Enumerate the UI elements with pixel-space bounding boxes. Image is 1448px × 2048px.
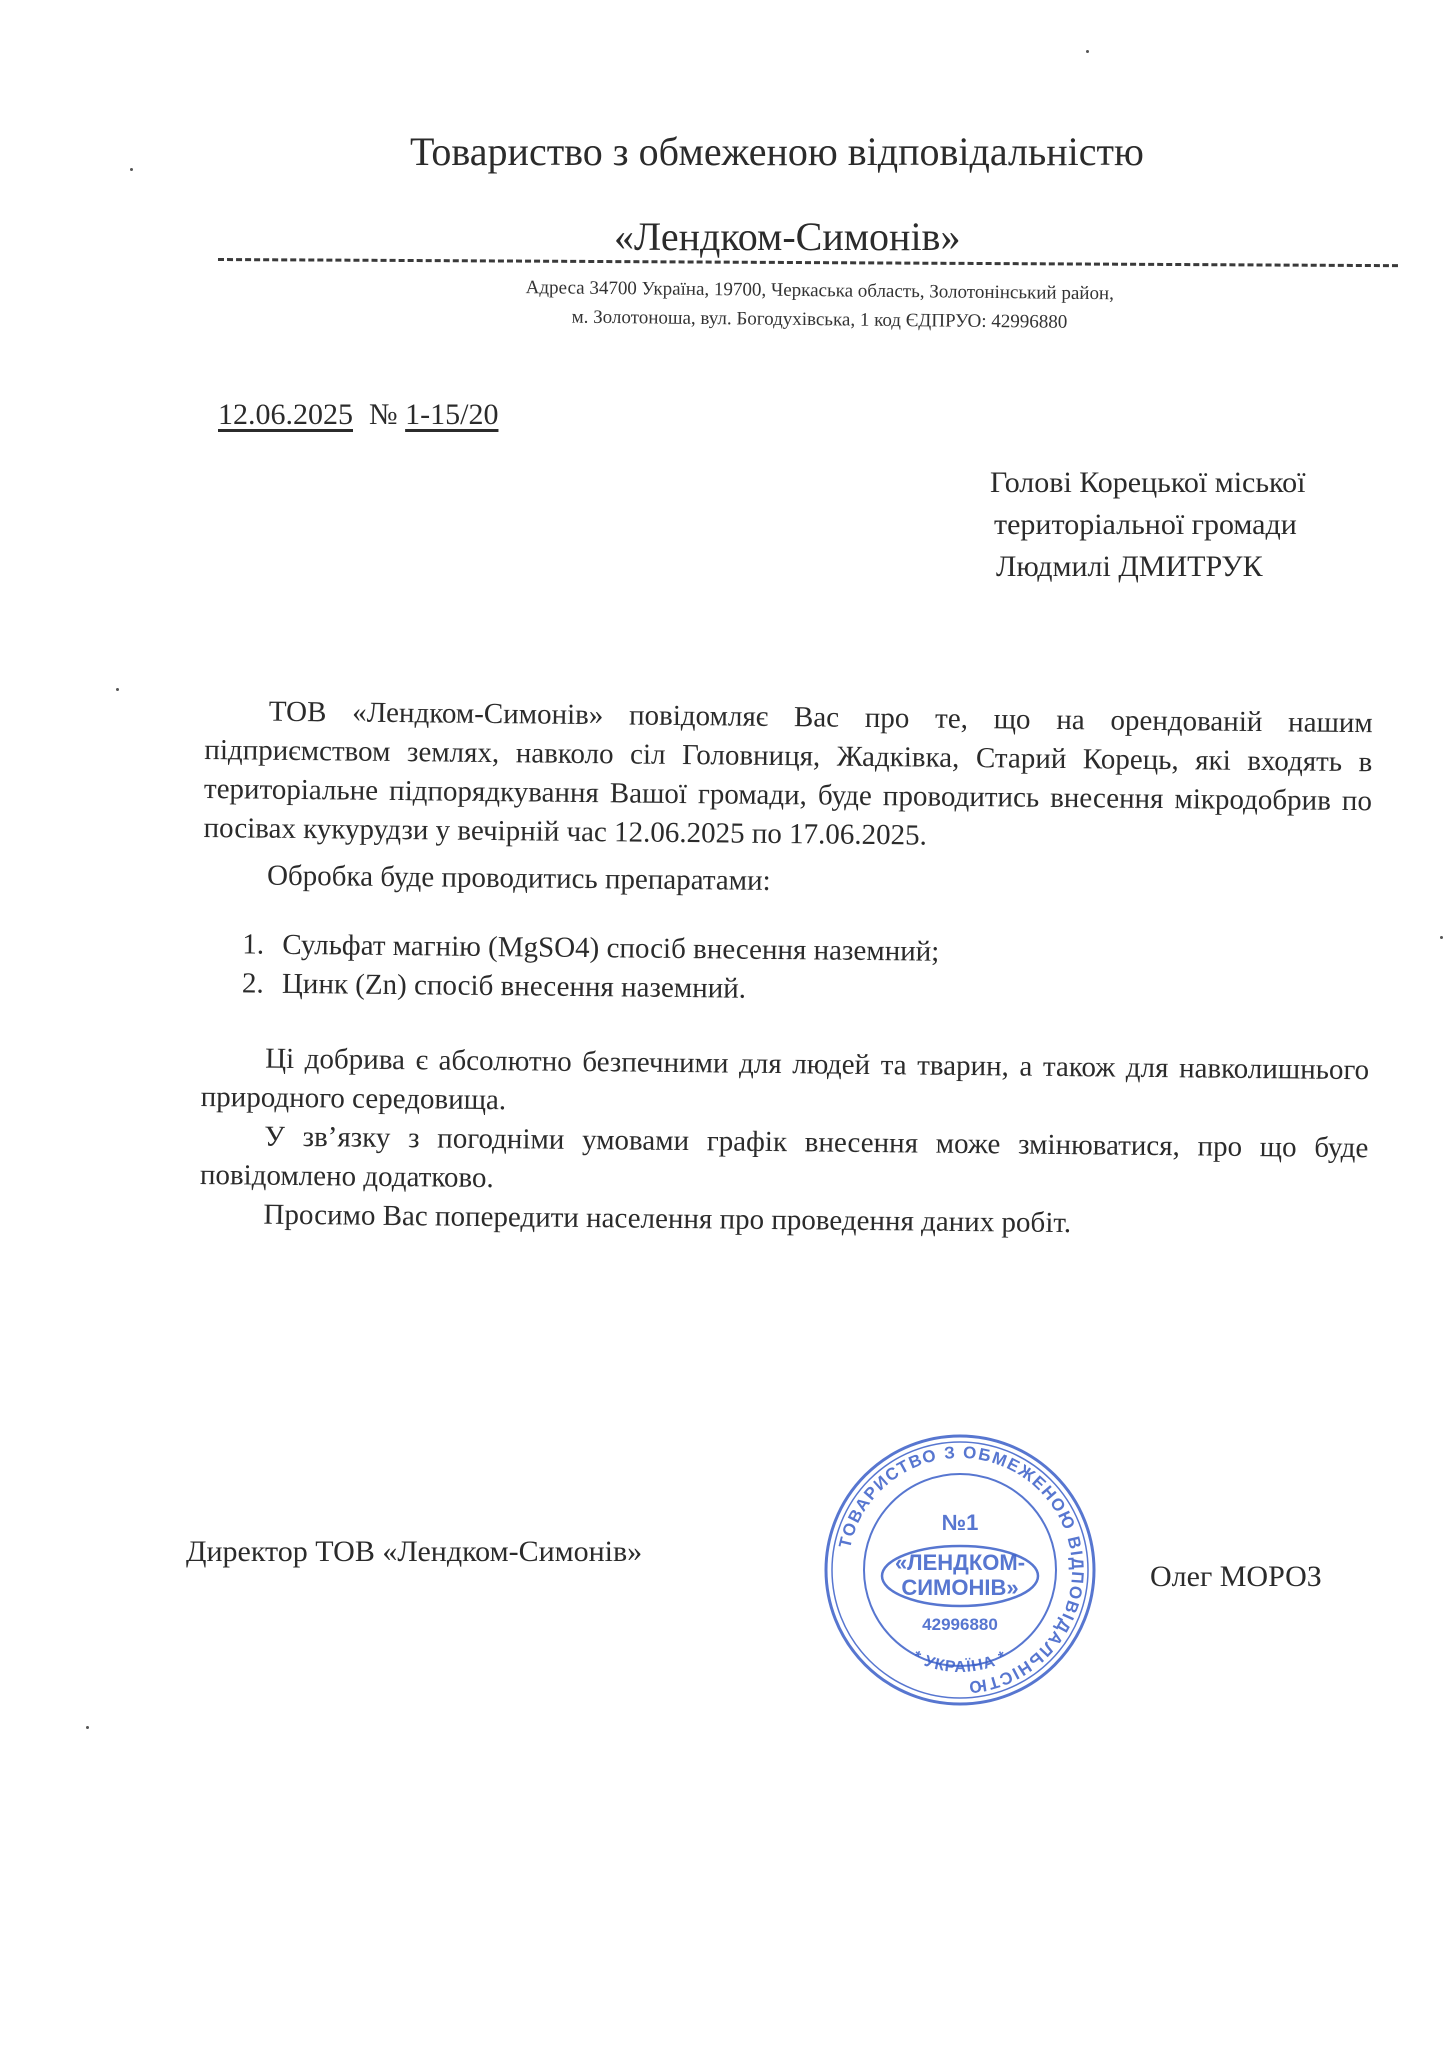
registration-line [218,398,498,432]
body-paragraph-3: Ці добрива є абсолютно безпечними для людей та тварин, а також для навколишнього природного середовища. [200,1042,1370,1117]
number-sign: № [369,398,398,431]
scan-speck [116,688,119,691]
scan-speck [130,168,133,171]
company-name: «Лендком-Симонів» [614,214,961,259]
signatory-title: Директор ТОВ «Лендком-Симонів» [186,1535,643,1568]
body-paragraph-5: Просимо Вас попередити населення про проведення даних робіт. [263,1198,1072,1240]
letter-number: 1-15/20 [405,398,499,431]
recipient-block [990,462,1305,588]
svg-text:«ЛЕНДКОМ-: «ЛЕНДКОМ- [894,1550,1026,1575]
svg-text:ТОВАРИСТВО З ОБМЕЖЕНОЮ ВІДПОВІ: ТОВАРИСТВО З ОБМЕЖЕНОЮ ВІДПОВІДАЛЬНІСТЮ [835,1442,1088,1698]
company-seal [820,1430,1100,1710]
svg-text:СИМОНІВ»: СИМОНІВ» [901,1575,1019,1600]
body-paragraph-4: У зв’язку з погодніми умовами графік внесення може змінюватися, про що буде повідомлено додатково. [199,1120,1369,1195]
company-legal-form: Товариство з обмеженою відповідальністю [410,129,1144,174]
letter-date: 12.06.2025 [218,398,353,431]
body-paragraph-2: Обробка буде проводитись препаратами: [266,859,771,897]
list-item: 2. Цинк (Zn) спосіб внесення наземний. [241,967,747,1005]
recipient-line-1: Голові Корецької міської [990,466,1306,499]
svg-text:* УКРАЇНА *: * УКРАЇНА * [909,1648,1011,1677]
scan-speck [1440,936,1443,939]
company-address [419,272,1220,338]
scan-speck [1086,50,1089,53]
signatory-name: Олег МОРОЗ [1150,1560,1322,1593]
scan-speck [86,1726,89,1729]
svg-text:№1: №1 [941,1510,979,1535]
list-item: 1. Сульфат магнію (MgSO4) спосіб внесення наземний; [242,928,940,968]
recipient-line-2: територіальної громади [994,508,1297,541]
letter-body [199,692,1373,1246]
recipient-line-3: Людмилі ДМИТРУК [996,550,1263,583]
body-paragraph-1: ТОВ «Лендком-Симонів» повідомляє Вас про те, що на орендованій нашим підприємством землях, навколо сіл Головниця, Жадківка, Старий Корець, які входять в територіальне підпорядкування Вашої громади, буде проводитись внесення мікродобрив по посівах кукурудзи у вечірній час 12.06.2025 по 17.06.2025. [203,695,1373,852]
svg-text:42996880: 42996880 [922,1615,998,1634]
preparations-list [242,925,1371,1015]
address-line-1: Адреса 34700 Україна, 19700, Черкаська область, Золотонінський район, [525,277,1115,305]
address-line-2: м. Золотоноша, вул. Богодухівська, 1 код ЄДПРУО: 42996880 [571,306,1068,333]
